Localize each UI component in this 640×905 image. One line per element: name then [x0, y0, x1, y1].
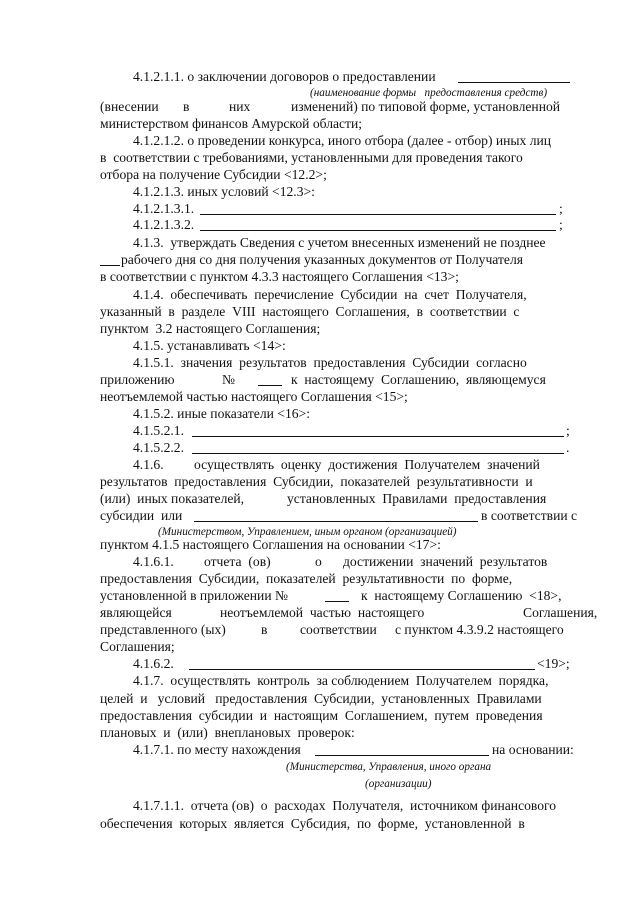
line-text: 4.1.5. устанавливать <14>: — [133, 338, 286, 353]
line-text: достижении значений результатов — [343, 554, 548, 569]
line-text: неотъемлемой частью настоящего — [220, 605, 425, 620]
line-text: ; — [559, 217, 563, 232]
line-text: результатов предоставления Субсидии, показателей результативности и — [100, 474, 533, 489]
caption-text: (Министерства, Управления, иного органа — [286, 761, 492, 773]
line-text: 4.1.7. осуществлять контроль за соблюдением Получателем порядка, — [133, 673, 549, 688]
line-text: осуществлять оценку достижения Получателем значений — [194, 457, 540, 472]
line-text: ; — [566, 423, 570, 438]
line-text: представленного (ых) — [100, 622, 226, 637]
blank-field — [315, 741, 489, 756]
line-text: о — [315, 554, 322, 569]
line-text: пунктом 3.2 настоящего Соглашения; — [100, 321, 321, 336]
blank-field — [200, 216, 556, 231]
line-text: 4.1.5.2. иные показатели <16>: — [133, 406, 310, 421]
line-text: (или) иных показателей, — [100, 491, 245, 506]
line-text: указанный в разделе VIII настоящего Соглашения, в соответствии с — [100, 304, 520, 319]
line-text: обеспечения которых является Субсидия, по форме, установленной в — [100, 816, 525, 831]
line-text: 4.1.3. утверждать Сведения с учетом внесенных изменений не позднее — [133, 235, 546, 250]
line-text: в соответствии с пунктом 4.3.3 настоящего Соглашения <13>; — [100, 269, 459, 284]
line-text: приложению — [100, 372, 175, 387]
line-text: 4.1.2.1.3.1. — [133, 201, 195, 216]
line-text: соответствии — [300, 622, 377, 637]
blank-field — [100, 251, 120, 266]
line-text: министерством финансов Амурской области; — [100, 116, 363, 131]
line-text: предоставления субсидии и настоящим Соглашением, путем проведения — [100, 708, 543, 723]
blank-field — [325, 587, 349, 602]
line-text: отбора на получение Субсидии <12.2>; — [100, 167, 327, 182]
line-text: целей и условий предоставления Субсидии, установленных Правилами — [100, 691, 542, 706]
line-text: 4.1.2.1.3.2. — [133, 217, 195, 232]
line-text: в соответствии с требованиями, установленными для проведения такого — [100, 150, 523, 165]
line-text: 4.1.2.1.1. о заключении договоров о предоставлении — [133, 69, 436, 84]
line-text: Соглашения; — [100, 639, 175, 654]
line-text: рабочего дня со дня получения указанных документов от Получателя — [121, 252, 523, 267]
caption-text: (Министерством, Управлением, иным органом (организацией) — [158, 526, 457, 538]
line-text: 4.1.4. обеспечивать перечисление Субсидии на счет Получателя, — [133, 287, 527, 302]
caption-text: (наименование формы предоставления средств) — [310, 87, 548, 99]
blank-field — [189, 655, 535, 670]
line-text: установленной в приложении № — [100, 588, 288, 603]
line-text: 4.1.6.1. — [133, 554, 174, 569]
caption-text: (организации) — [365, 778, 432, 790]
line-text: установленных Правилами предоставления — [287, 491, 547, 506]
line-text: . — [566, 440, 570, 455]
line-text: плановых и (или) внеплановых проверок: — [100, 725, 355, 740]
line-text: 4.1.6.2. — [133, 656, 174, 671]
line-text: <19>; — [537, 656, 570, 671]
line-text: изменений) по типовой форме, установленной — [291, 99, 561, 114]
line-text: являющейся — [100, 605, 172, 620]
line-text: предоставления Субсидии, показателей результативности по форме, — [100, 571, 513, 586]
line-text: (внесении — [100, 99, 159, 114]
line-text: 4.1.2.1.2. о проведении конкурса, иного отбора (далее - отбор) иных лиц — [133, 133, 552, 148]
line-text: в соответствии с — [481, 508, 578, 523]
line-text: Соглашения, — [523, 605, 598, 620]
blank-field — [458, 68, 570, 83]
line-text: к настоящему Соглашению <18>, — [361, 588, 562, 603]
line-text: № — [222, 372, 235, 387]
line-text: неотъемлемой частью настоящего Соглашения <15>; — [100, 389, 408, 404]
line-text: к настоящему Соглашению, являющемуся — [291, 372, 546, 387]
line-text: 4.1.6. — [133, 457, 164, 472]
blank-field — [258, 371, 282, 386]
blank-field — [192, 422, 564, 437]
line-text: на основании: — [492, 742, 574, 757]
line-text: отчета (ов) — [204, 554, 271, 569]
line-text: 4.1.5.2.1. — [133, 423, 184, 438]
line-text: 4.1.7.1.1. отчета (ов) о расходах Получателя, источником финансового — [133, 798, 557, 813]
line-text: субсидии или — [100, 508, 183, 523]
line-text: 4.1.2.1.3. иных условий <12.3>: — [133, 184, 315, 199]
line-text: них — [229, 99, 251, 114]
blank-field — [192, 439, 564, 454]
line-text: ; — [559, 201, 563, 216]
line-text: в — [261, 622, 268, 637]
line-text: в — [183, 99, 190, 114]
line-text: 4.1.5.1. значения результатов предоставления Субсидии согласно — [133, 355, 527, 370]
line-text: 4.1.5.2.2. — [133, 440, 184, 455]
blank-field — [194, 507, 478, 522]
line-text: 4.1.7.1. по месту нахождения — [133, 742, 301, 757]
line-text: с пунктом 4.3.9.2 настоящего — [395, 622, 564, 637]
blank-field — [200, 200, 556, 215]
line-text: пунктом 4.1.5 настоящего Соглашения на основании <17>: — [100, 537, 441, 552]
